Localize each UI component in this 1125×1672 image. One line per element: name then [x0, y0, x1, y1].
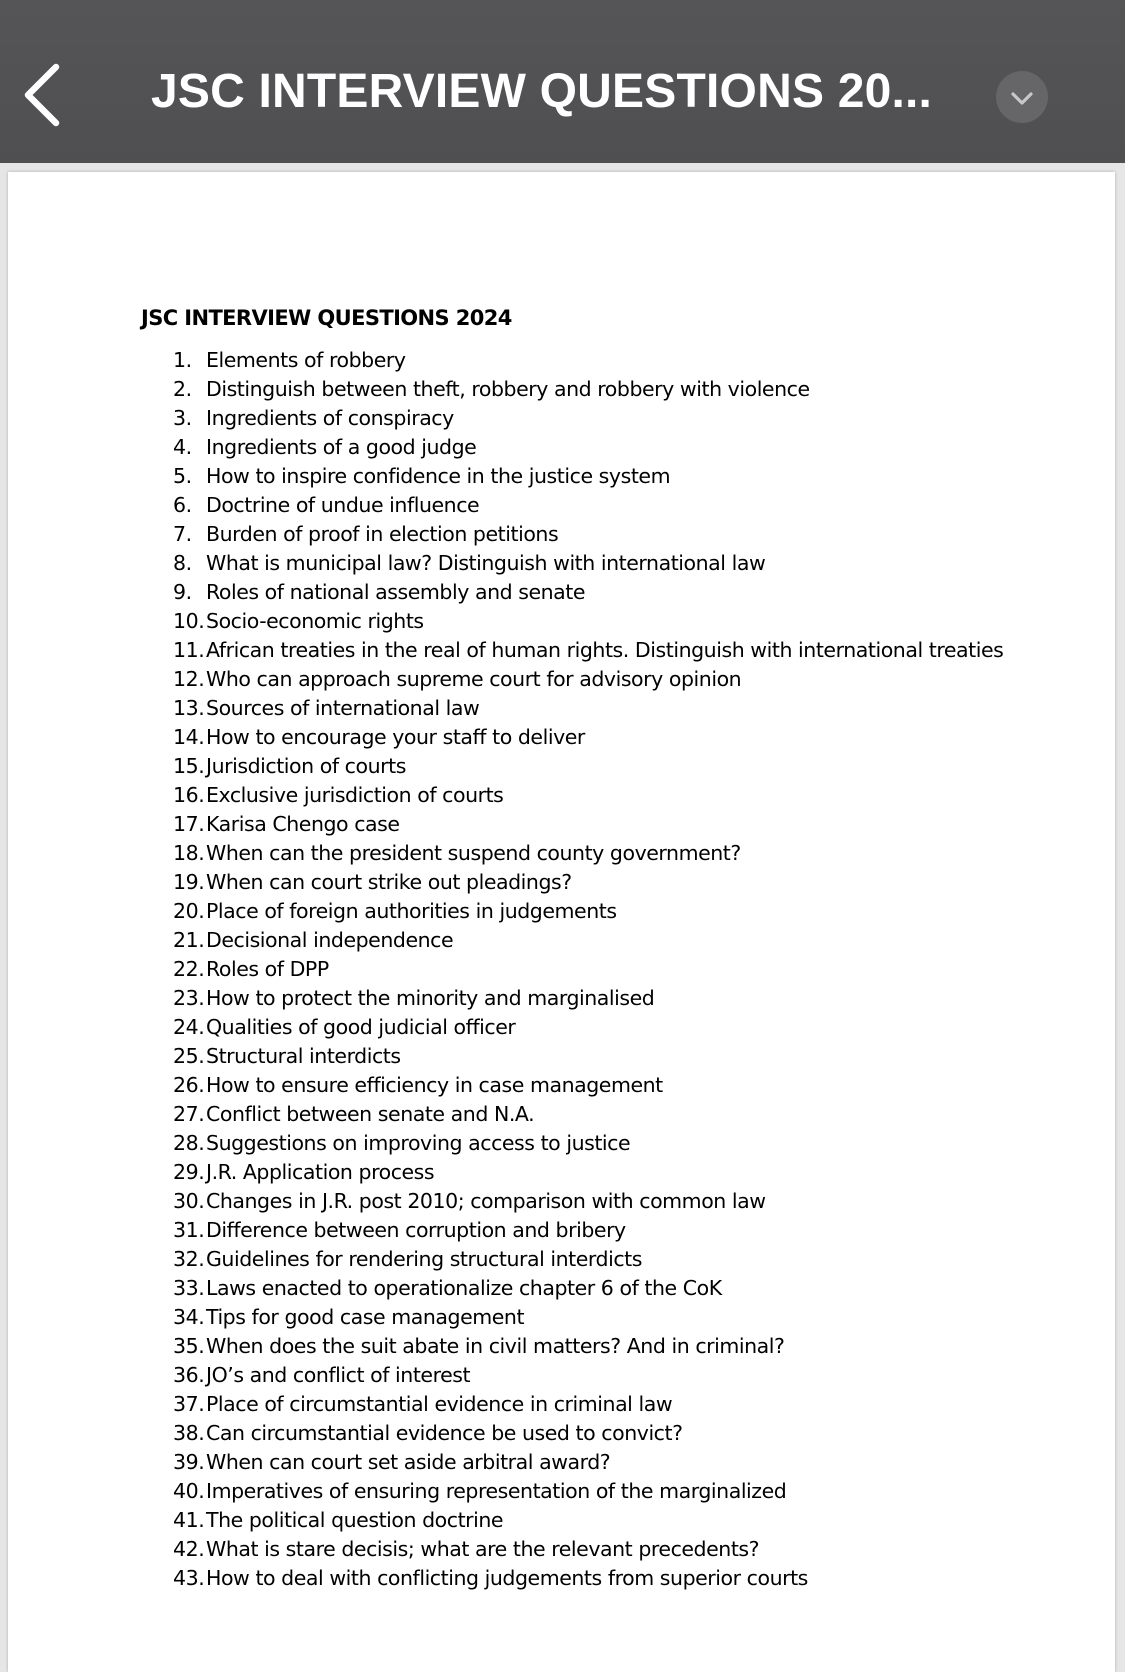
list-item	[173, 491, 1003, 520]
list-item-text: The political question doctrine	[206, 1508, 504, 1532]
list-item-number: 18.	[173, 841, 205, 865]
list-item	[173, 607, 1003, 636]
list-item-number: 1.	[173, 348, 192, 372]
list-item-text: Who can approach supreme court for advisory opinion	[206, 667, 742, 691]
list-item	[173, 433, 1003, 462]
list-item	[173, 375, 1003, 404]
list-item	[173, 1071, 1003, 1100]
list-item	[173, 781, 1003, 810]
list-item	[173, 1506, 1003, 1535]
list-item-number: 28.	[173, 1131, 205, 1155]
list-item-number: 14.	[173, 725, 205, 749]
list-item-number: 8.	[173, 551, 192, 575]
list-item-text: Roles of DPP	[206, 957, 329, 981]
list-item-text: How to deal with conflicting judgements from superior courts	[206, 1566, 808, 1590]
list-item	[173, 839, 1003, 868]
list-item	[173, 1013, 1003, 1042]
list-item	[173, 1535, 1003, 1564]
document-title-bar: JSC INTERVIEW QUESTIONS 20...	[151, 65, 933, 118]
list-item-number: 39.	[173, 1450, 205, 1474]
list-item-text: How to encourage your staff to deliver	[206, 725, 585, 749]
list-item-number: 35.	[173, 1334, 205, 1358]
list-item-number: 29.	[173, 1160, 205, 1184]
page-title: JSC INTERVIEW QUESTIONS 2024	[141, 306, 512, 330]
list-item-text: Doctrine of undue influence	[206, 493, 480, 517]
list-item	[173, 346, 1003, 375]
list-item-number: 6.	[173, 493, 192, 517]
list-item-number: 34.	[173, 1305, 205, 1329]
list-item-number: 16.	[173, 783, 205, 807]
list-item	[173, 984, 1003, 1013]
list-item	[173, 1419, 1003, 1448]
list-item	[173, 1477, 1003, 1506]
list-item	[173, 1448, 1003, 1477]
list-item	[173, 549, 1003, 578]
list-item-text: When does the suit abate in civil matters? And in criminal?	[206, 1334, 785, 1358]
list-item-text: Laws enacted to operationalize chapter 6 of the CoK	[206, 1276, 722, 1300]
list-item-number: 33.	[173, 1276, 205, 1300]
list-item-number: 32.	[173, 1247, 205, 1271]
list-item-number: 25.	[173, 1044, 205, 1068]
list-item	[173, 1303, 1003, 1332]
list-item-text: Karisa Chengo case	[206, 812, 400, 836]
list-item-number: 19.	[173, 870, 205, 894]
document-page	[8, 172, 1115, 1672]
list-item-text: Changes in J.R. post 2010; comparison with common law	[206, 1189, 766, 1213]
list-item-number: 5.	[173, 464, 192, 488]
list-item-number: 37.	[173, 1392, 205, 1416]
chevron-left-icon	[18, 62, 68, 128]
list-item-text: Ingredients of a good judge	[206, 435, 477, 459]
list-item-text: How to inspire confidence in the justice system	[206, 464, 671, 488]
list-item-text: Roles of national assembly and senate	[206, 580, 586, 604]
list-item-text: Suggestions on improving access to justice	[206, 1131, 631, 1155]
list-item-text: Can circumstantial evidence be used to convict?	[206, 1421, 683, 1445]
list-item-number: 13.	[173, 696, 205, 720]
list-item-number: 41.	[173, 1508, 205, 1532]
list-item	[173, 955, 1003, 984]
list-item-text: Tips for good case management	[206, 1305, 525, 1329]
list-item-number: 24.	[173, 1015, 205, 1039]
list-item	[173, 752, 1003, 781]
list-item	[173, 1274, 1003, 1303]
list-item	[173, 520, 1003, 549]
list-item-text: Elements of robbery	[206, 348, 406, 372]
list-item-number: 22.	[173, 957, 205, 981]
list-item-number: 21.	[173, 928, 205, 952]
list-item-text: Sources of international law	[206, 696, 480, 720]
list-item-number: 20.	[173, 899, 205, 923]
list-item-number: 27.	[173, 1102, 205, 1126]
list-item-text: When can court set aside arbitral award?	[206, 1450, 611, 1474]
list-item-number: 2.	[173, 377, 192, 401]
list-item-text: When can the president suspend county government?	[206, 841, 741, 865]
chevron-down-icon	[1009, 85, 1035, 111]
list-item-number: 4.	[173, 435, 192, 459]
list-item-text: Difference between corruption and bribery	[206, 1218, 626, 1242]
list-item-number: 3.	[173, 406, 192, 430]
list-item	[173, 1361, 1003, 1390]
list-item	[173, 1100, 1003, 1129]
list-item-number: 40.	[173, 1479, 205, 1503]
list-item	[173, 694, 1003, 723]
list-item	[173, 665, 1003, 694]
list-item-text: Place of circumstantial evidence in criminal law	[206, 1392, 673, 1416]
list-item-text: Exclusive jurisdiction of courts	[206, 783, 504, 807]
list-item	[173, 1042, 1003, 1071]
list-item	[173, 1564, 1003, 1593]
list-item-number: 11.	[173, 638, 205, 662]
list-item-text: Ingredients of conspiracy	[206, 406, 454, 430]
list-item	[173, 636, 1003, 665]
list-item-text: Qualities of good judicial officer	[206, 1015, 516, 1039]
list-item	[173, 1129, 1003, 1158]
list-item-number: 17.	[173, 812, 205, 836]
list-item-text: Jurisdiction of courts	[206, 754, 406, 778]
list-item-number: 31.	[173, 1218, 205, 1242]
back-button[interactable]	[18, 62, 78, 132]
question-list	[173, 346, 1003, 1593]
list-item-text: J.R. Application process	[206, 1160, 435, 1184]
list-item	[173, 926, 1003, 955]
list-item	[173, 462, 1003, 491]
list-item-number: 10.	[173, 609, 205, 633]
list-item-number: 38.	[173, 1421, 205, 1445]
list-item-number: 9.	[173, 580, 192, 604]
list-item	[173, 1158, 1003, 1187]
list-item	[173, 404, 1003, 433]
list-item-text: Place of foreign authorities in judgements	[206, 899, 617, 923]
list-item-number: 26.	[173, 1073, 205, 1097]
list-item-text: What is municipal law? Distinguish with international law	[206, 551, 766, 575]
list-item-number: 12.	[173, 667, 205, 691]
list-item	[173, 1332, 1003, 1361]
list-item	[173, 723, 1003, 752]
list-item-text: Guidelines for rendering structural interdicts	[206, 1247, 642, 1271]
list-item-text: Conflict between senate and N.A.	[206, 1102, 535, 1126]
list-item-number: 43.	[173, 1566, 205, 1590]
list-item-text: Socio-economic rights	[206, 609, 424, 633]
list-item-text: JO’s and conflict of interest	[206, 1363, 471, 1387]
list-item-text: Structural interdicts	[206, 1044, 401, 1068]
list-item-number: 42.	[173, 1537, 205, 1561]
list-item-text: Distinguish between theft, robbery and robbery with violence	[206, 377, 810, 401]
list-item	[173, 810, 1003, 839]
list-item	[173, 1390, 1003, 1419]
list-item-number: 23.	[173, 986, 205, 1010]
list-item	[173, 578, 1003, 607]
list-item	[173, 897, 1003, 926]
list-item-number: 7.	[173, 522, 192, 546]
top-app-bar	[0, 0, 1125, 163]
list-item-text: African treaties in the real of human rights. Distinguish with international treaties	[206, 638, 1004, 662]
list-item-text: How to protect the minority and marginalised	[206, 986, 655, 1010]
list-item-text: Imperatives of ensuring representation of the marginalized	[206, 1479, 787, 1503]
list-item-number: 36.	[173, 1363, 205, 1387]
list-item-text: Decisional independence	[206, 928, 454, 952]
list-item-text: What is stare decisis; what are the relevant precedents?	[206, 1537, 760, 1561]
list-item	[173, 868, 1003, 897]
list-item-number: 15.	[173, 754, 205, 778]
list-item-text: When can court strike out pleadings?	[206, 870, 572, 894]
list-item-text: Burden of proof in election petitions	[206, 522, 559, 546]
list-item	[173, 1216, 1003, 1245]
document-menu-button[interactable]	[996, 71, 1048, 123]
list-item-text: How to ensure efficiency in case management	[206, 1073, 663, 1097]
list-item	[173, 1245, 1003, 1274]
list-item-number: 30.	[173, 1189, 205, 1213]
list-item	[173, 1187, 1003, 1216]
